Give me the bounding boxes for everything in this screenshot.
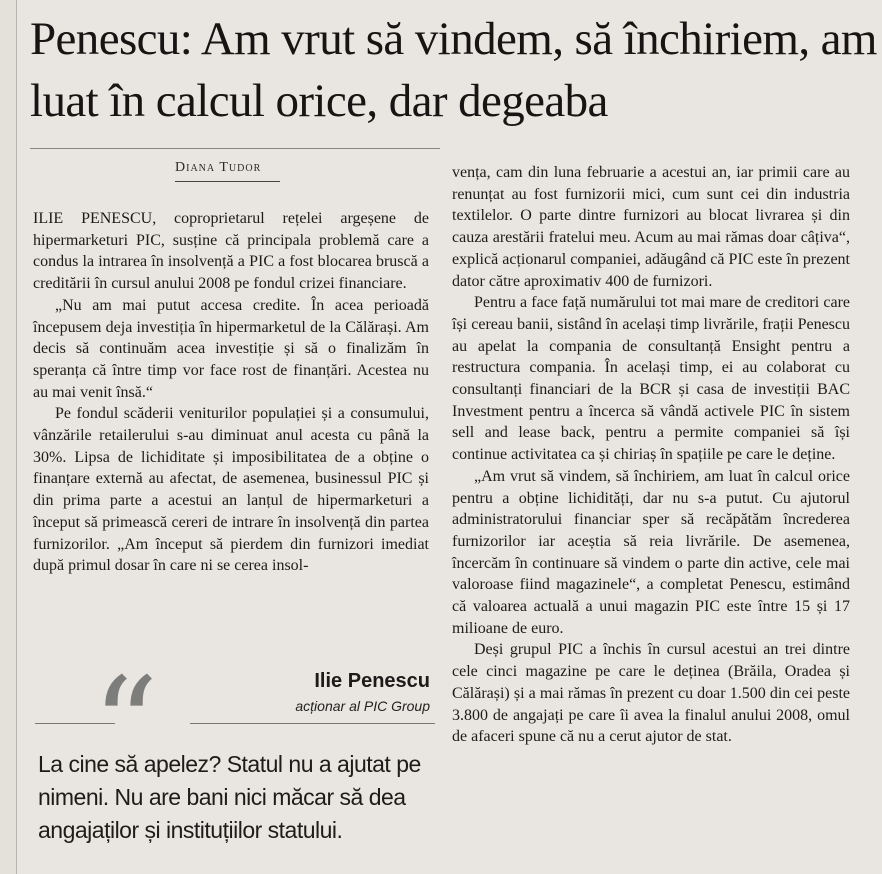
pull-quote xyxy=(30,649,440,874)
page-margin-strip xyxy=(0,0,17,874)
article-byline: Diana Tudor xyxy=(175,160,262,175)
paragraph: Pe fondul scăderii veniturilor populației și a consumului, vânzările retailerului s-au diminuat anul acesta cu până la 30%. Lipsa de lichiditate și imposibilitatea de a obține o finanțare externă au afectat, de asemenea, businessul PIC și din prima parte a acestui an lanțul de hipermarketuri a început să primească cereri de intrare în insolvență din partea furnizorilor. „Am început să pierdem din furnizori imediat după primul dosar în care ni se cerea insol- xyxy=(33,405,429,575)
paragraph: ILIE PENESCU, coproprietarul rețelei argeșene de hipermarketuri PIC, susține că principala problemă care a condus la intrarea în insolvență a PIC a fost blocarea bruscă a creditării în cursul anului 2008 pe fondul crizei financiare. xyxy=(33,210,429,293)
paragraph: „Nu am mai putut accesa credite. În acea perioadă începusem deja investiția în hipermarketul de la Călărași. Am decis să continuăm acea investiție și să o finalizăm în speranța că între timp vor face rost de finanțări. Acestea nu au mai venit însă.“ xyxy=(33,296,429,401)
quote-author-name: Ilie Penescu xyxy=(314,670,430,692)
divider xyxy=(30,148,440,149)
article-headline: Penescu: Am vrut să vindem, să închiriem, am luat în calcul orice, dar degeaba xyxy=(30,13,877,127)
paragraph: Deși grupul PIC a închis în cursul acestui an trei dintre cele cinci magazine pe care le deținea (Brăila, Oradea și Călărași) și a mai rămas în prezent cu doar 1.500 din cei peste 3.800 de angajați pe care îi avea la finalul anului 2008, omul de afaceri spune că nu a cerut ajutor de stat. xyxy=(452,641,850,746)
paragraph: Pentru a face față numărului tot mai mare de creditori care își cereau banii, sistând în același timp livrările, frații Penescu au apelat la compania de consultanță Ensight pentru a restructura compania. În același timp, ei au colaborat cu consultanți financiari de la BCR și casa de investiții BAC Investment pentru a încerca să vândă activele PIC în sistem sell and lease back, pentru a permite companiei să își continue activitatea ca și chiriaș în spațiile pe care le deține. xyxy=(452,294,850,464)
left-column xyxy=(33,208,429,577)
paragraph: „Am vrut să vindem, să închiriem, am luat în calcul orice pentru a obține lichidități, dar nu s-a putut. Cu ajutorul administratorului financiar sper să recăpătăm încrederea furnizorilor iar aceștia să reia livrările. De asemenea, încercăm în continuare să vindem o parte din active, cele mai valoroase fiind magazinele“, a completat Penescu, estimând că valoarea actuală a unui magazin PIC este între 15 și 17 milioane de euro. xyxy=(452,467,850,637)
quote-author-role: acționar al PIC Group xyxy=(295,698,430,714)
byline-underline xyxy=(175,181,280,182)
paragraph: vența, cam din luna februarie a acestui an, iar primii care au renunțat au fost furnizorii mici, cum sunt cei din industria textilelor. O parte dintre furnizori au blocat livrarea și din cauza arestării fratelui meu. Acum au mai rămas doar câțiva“, explică acționarul companiei, adăugând că PIC este în prezent dator către aproximativ 400 de furnizori. xyxy=(452,164,850,290)
quote-text: La cine să apelez? Statul nu a ajutat pe nimeni. Nu are bani nici măcar să dea angajaților și instituțiilor statului. xyxy=(38,751,421,843)
right-column xyxy=(452,162,850,748)
divider xyxy=(190,723,435,724)
quotation-mark-icon: “ xyxy=(92,649,159,801)
